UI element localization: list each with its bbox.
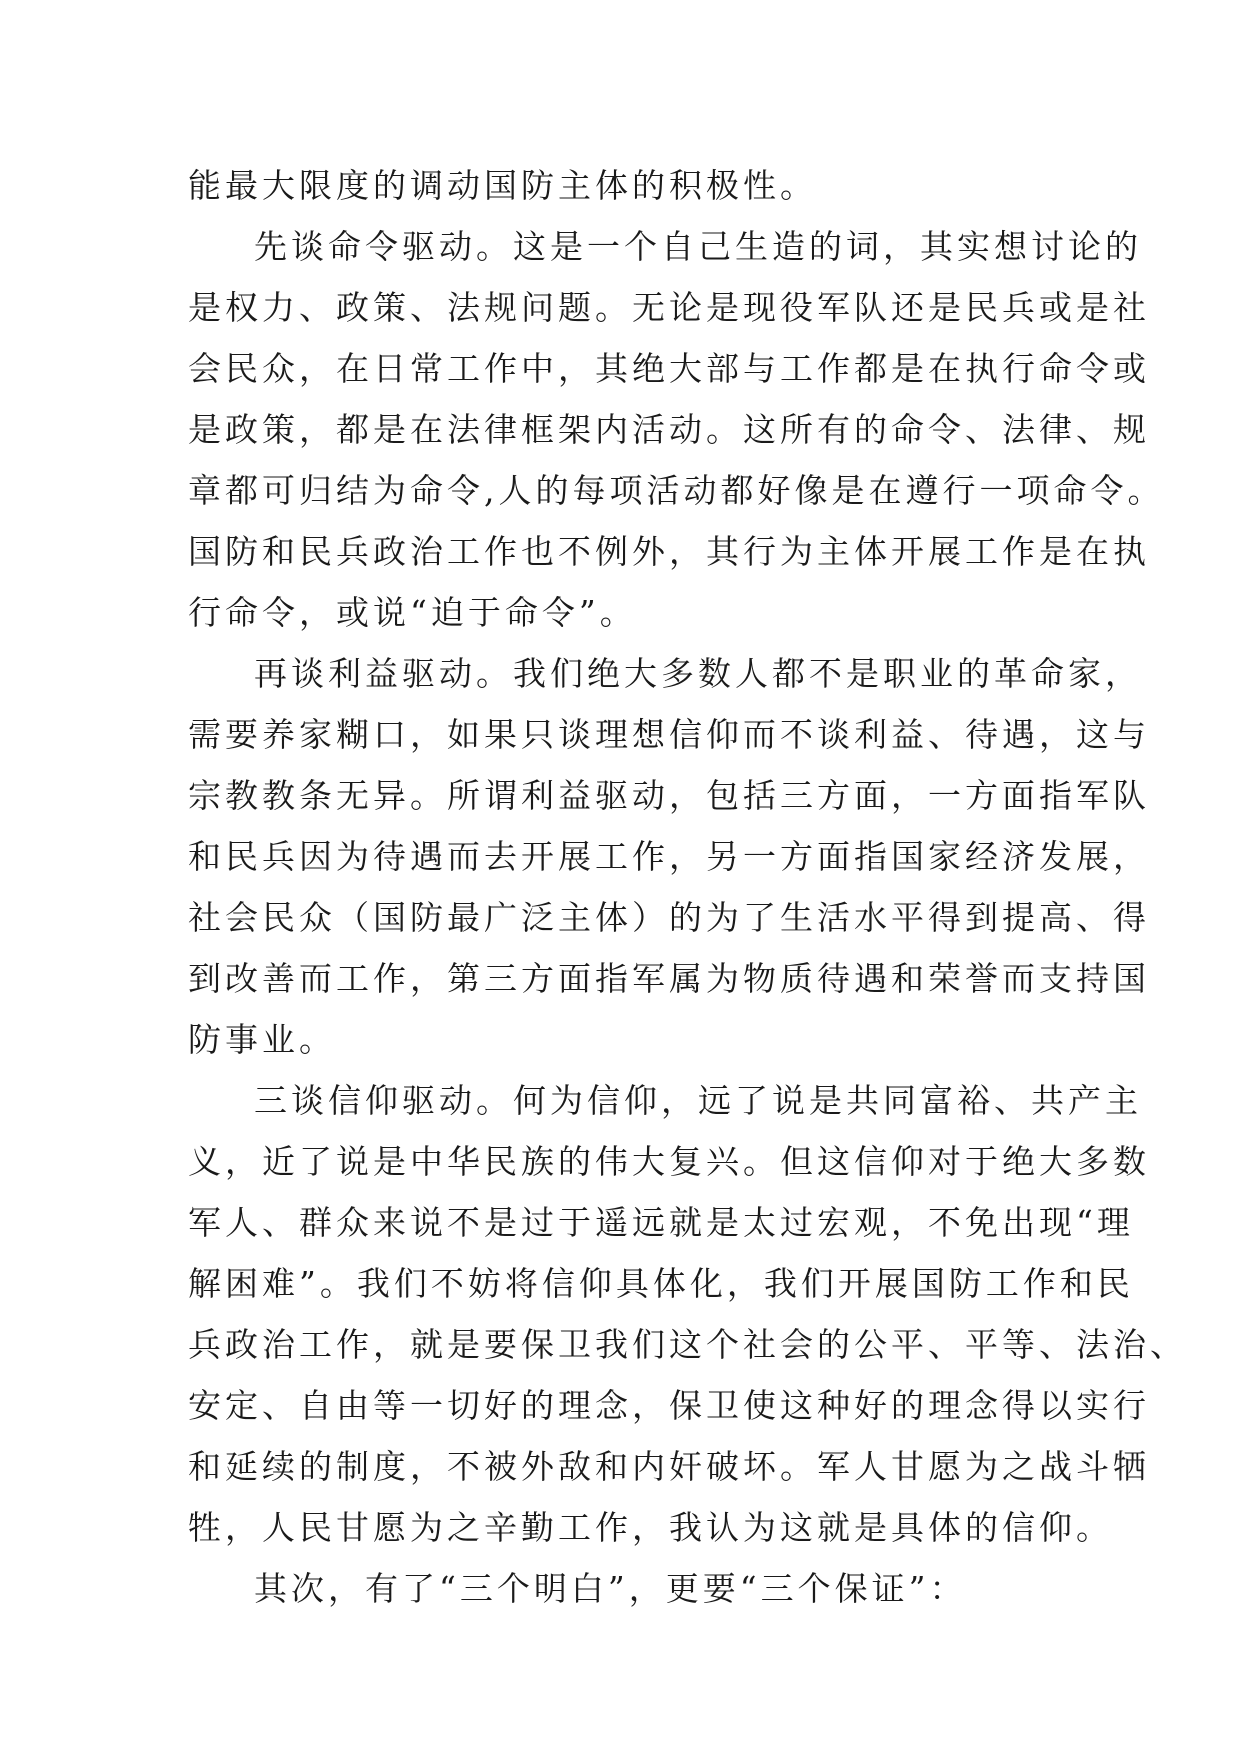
text-line: 军人、群众来说不是过于遥远就是太过宏观，不免出现“理 <box>188 1203 1134 1242</box>
text-line: 是权力、政策、法规问题。无论是现役军队还是民兵或是社 <box>188 288 1150 327</box>
text-line: 能最大限度的调动国防主体的积极性。 <box>188 166 817 205</box>
paragraph-start-line: 再谈利益驱动。我们绝大多数人都不是职业的革命家， <box>254 654 1142 693</box>
paragraph-start-line: 三谈信仰驱动。何为信仰，远了说是共同富裕、共产主 <box>254 1081 1142 1120</box>
text-line: 兵政治工作，就是要保卫我们这个社会的公平、平等、法治、 <box>188 1325 1187 1364</box>
body-text <box>188 155 1187 1619</box>
text-line: 会民众，在日常工作中，其绝大部与工作都是在执行命令或 <box>188 349 1150 388</box>
text-line: 牲，人民甘愿为之辛勤工作，我认为这就是具体的信仰。 <box>188 1508 1113 1547</box>
text-line: 和延续的制度，不被外敌和内奸破坏。军人甘愿为之战斗牺 <box>188 1447 1150 1486</box>
text-line: 行命令，或说“迫于命令”。 <box>188 593 637 632</box>
text-line: 安定、自由等一切好的理念，保卫使这种好的理念得以实行 <box>188 1386 1150 1425</box>
paragraph-start-line: 先谈命令驱动。这是一个自己生造的词，其实想讨论的 <box>254 227 1142 266</box>
paragraph-start-line: 其次，有了“三个明白”，更要“三个保证”： <box>254 1569 967 1608</box>
text-line: 和民兵因为待遇而去开展工作，另一方面指国家经济发展， <box>188 837 1150 876</box>
text-line: 解困难”。我们不妨将信仰具体化，我们开展国防工作和民 <box>188 1264 1134 1303</box>
text-line: 国防和民兵政治工作也不例外，其行为主体开展工作是在执 <box>188 532 1150 571</box>
text-line: 宗教教条无异。所谓利益驱动，包括三方面，一方面指军队 <box>188 776 1150 815</box>
text-line: 是政策，都是在法律框架内活动。这所有的命令、法律、规 <box>188 410 1150 449</box>
text-line: 需要养家糊口，如果只谈理想信仰而不谈利益、待遇，这与 <box>188 715 1150 754</box>
text-line: 义，近了说是中华民族的伟大复兴。但这信仰对于绝大多数 <box>188 1142 1150 1181</box>
text-line: 章都可归结为命令,人的每项活动都好像是在遵行一项命令。 <box>188 471 1165 510</box>
text-line: 社会民众（国防最广泛主体）的为了生活水平得到提高、得 <box>188 898 1150 937</box>
text-line: 防事业。 <box>188 1020 336 1059</box>
text-line: 到改善而工作，第三方面指军属为物质待遇和荣誉而支持国 <box>188 959 1150 998</box>
